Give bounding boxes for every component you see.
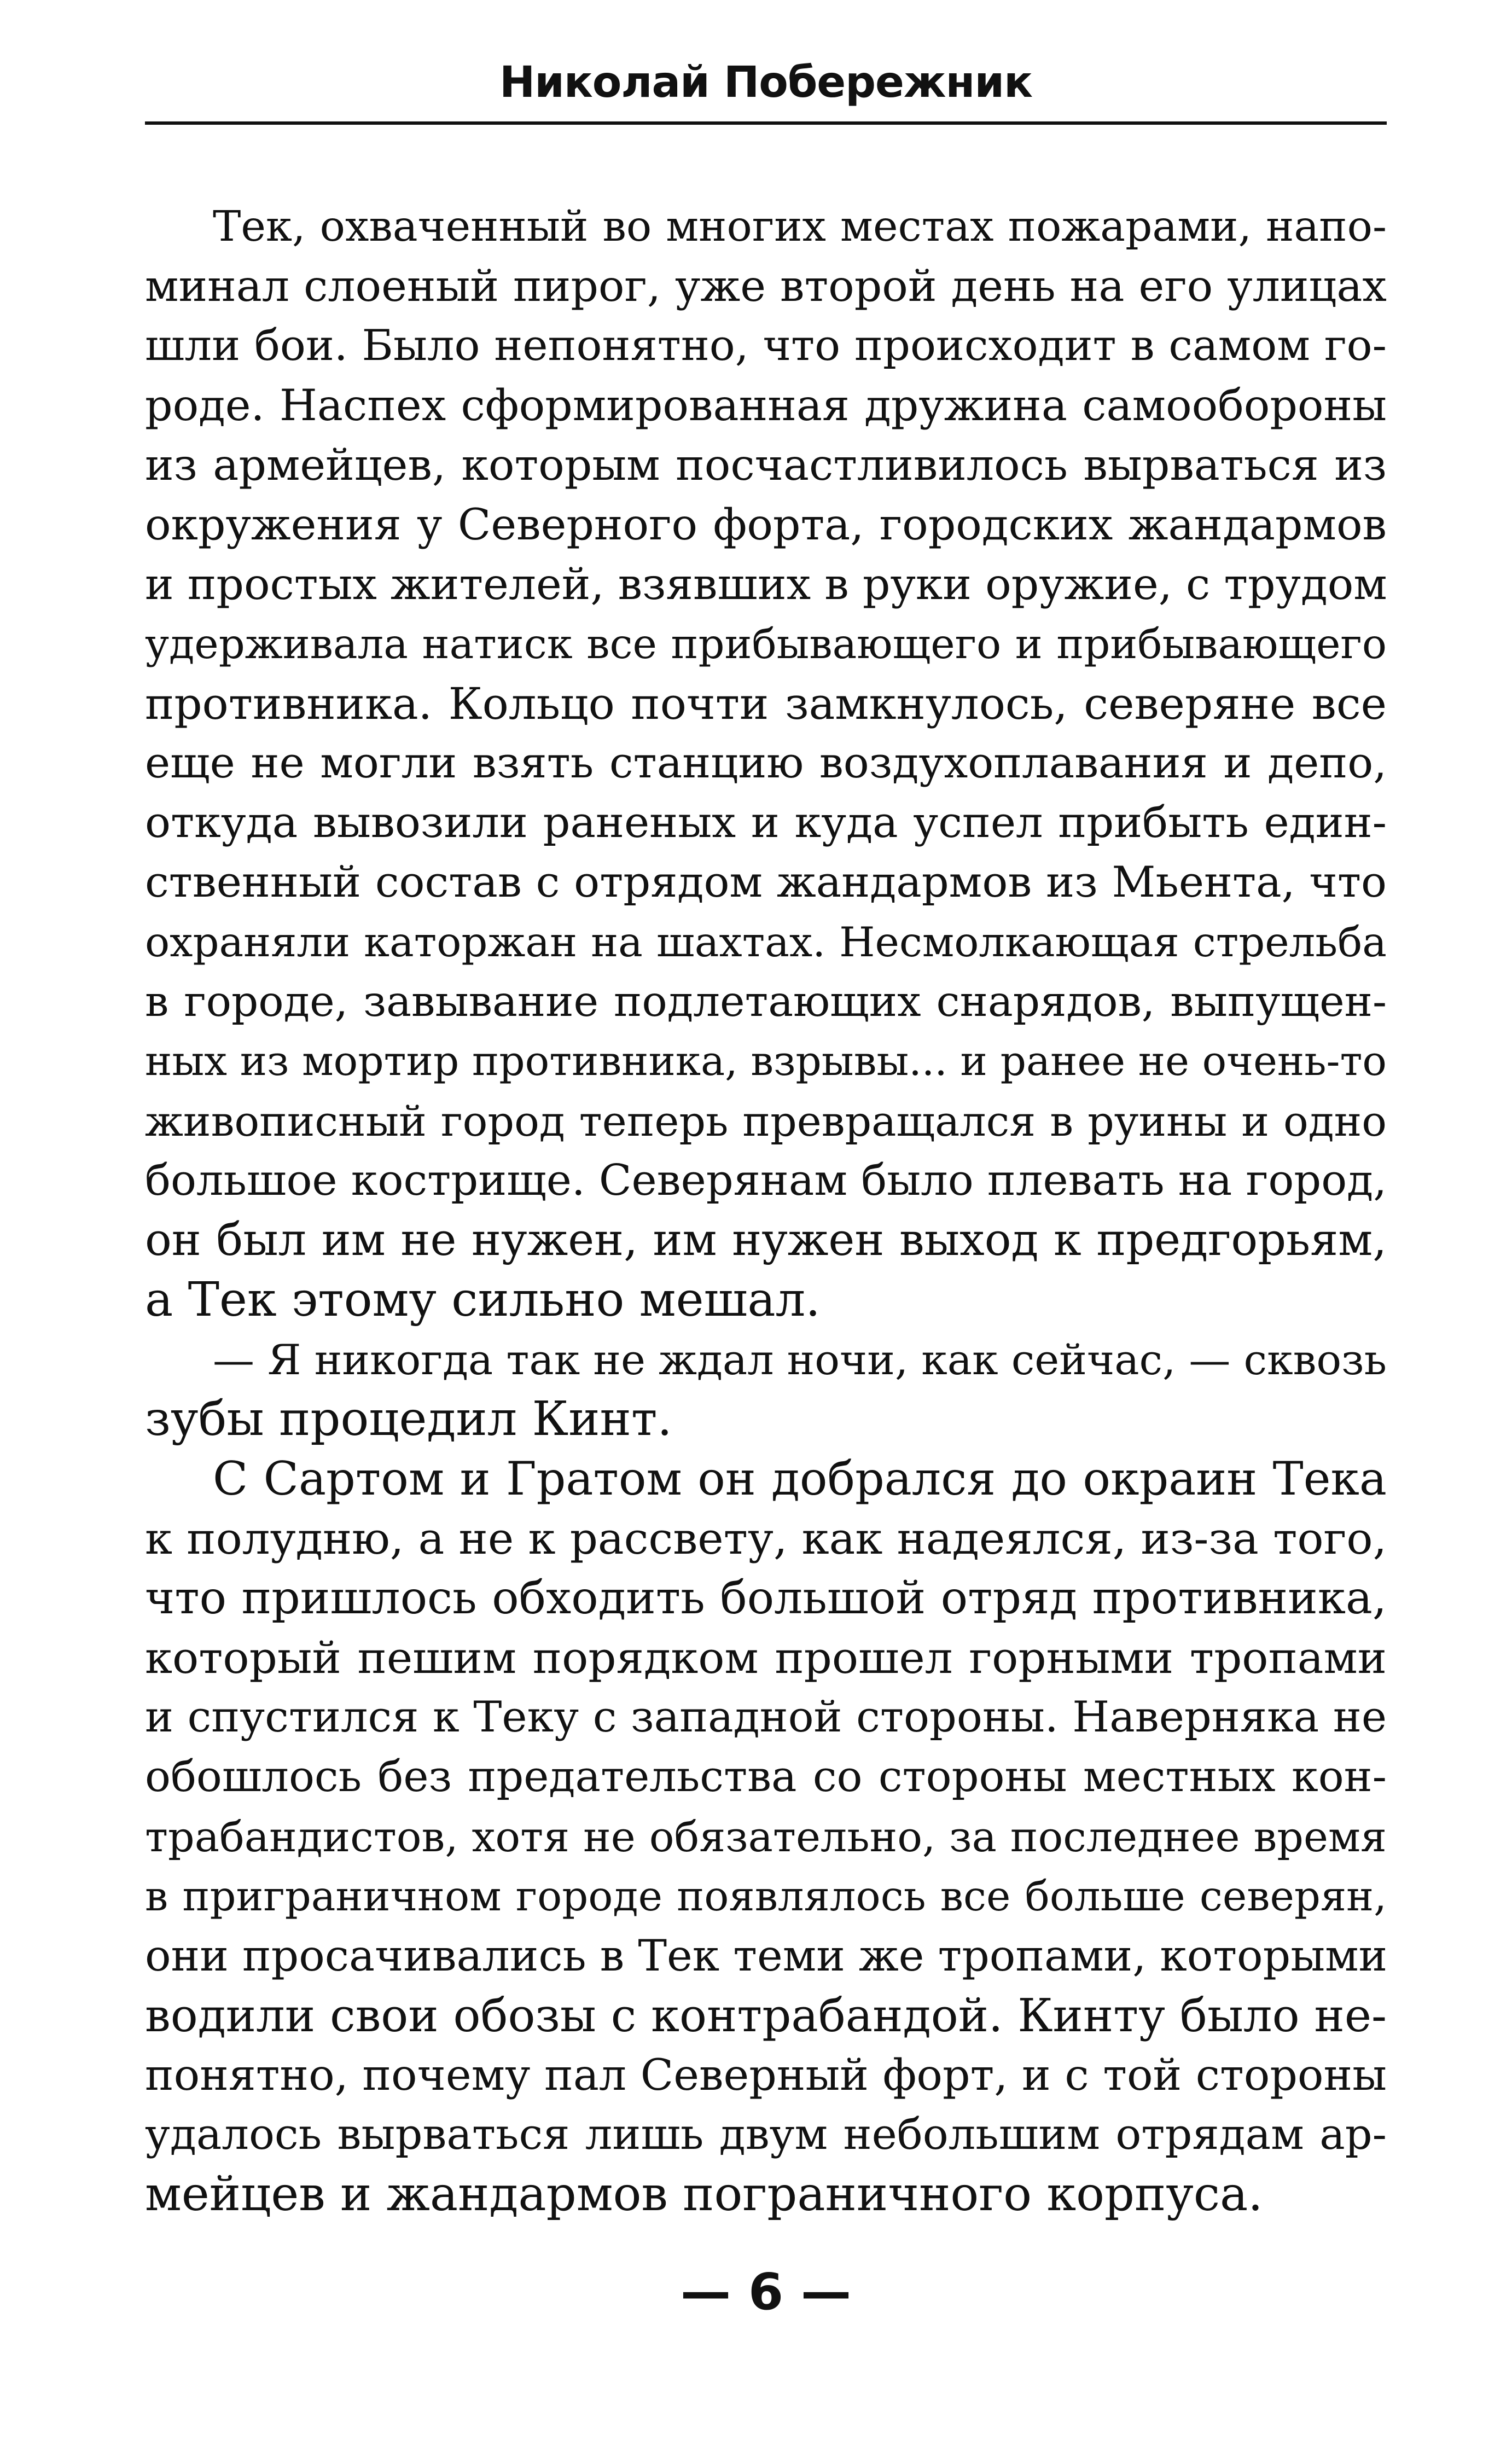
text-line: в приграничном городе появлялось все больше северян, [145, 1872, 1387, 1920]
text-line: он был им не нужен, им нужен выход к предгорьям, [145, 1214, 1387, 1266]
text-line: противника. Кольцо почти замкнулось, северяне все [145, 678, 1387, 729]
body-text [145, 197, 1387, 2224]
text-line: в городе, завывание подлетающих снарядов, выпущен- [145, 978, 1387, 1026]
page-number: — 6 — [680, 2263, 852, 2321]
text-line: и спустился к Теку с западной стороны. Наверняка не [145, 1693, 1387, 1742]
text-line: охраняли каторжан на шахтах. Несмолкающая стрельба [145, 918, 1387, 966]
text-line: Тек, охваченный во многих местах пожарами, напо- [213, 202, 1387, 251]
text-line: удалось вырваться лишь двум небольшим отрядам ар- [145, 2110, 1387, 2159]
text-line: мейцев и жандармов пограничного корпуса. [145, 2167, 1263, 2222]
text-line: обошлось без предательства со стороны местных кон- [145, 1752, 1387, 1801]
text-line: минал слоеный пирог, уже второй день на его улицах [145, 261, 1387, 311]
text-line: трабандистов, хотя не обязательно, за последнее время [145, 1812, 1387, 1861]
text-line: ственный состав с отрядом жандармов из Мьента, что [145, 858, 1387, 907]
text-line: шли бои. Было непонятно, что происходит в самом го- [145, 321, 1387, 370]
text-line: понятно, почему пал Северный форт, и с той стороны [145, 2050, 1387, 2100]
text-line: водили свои обозы с контрабандой. Кинту было не- [145, 1989, 1387, 2042]
text-line: из армейцев, которым посчастливилось вырваться из [145, 440, 1387, 490]
text-line: и простых жителей, взявших в руки оружие, с трудом [145, 559, 1387, 609]
text-line: удерживала натиск все прибывающего и прибывающего [145, 620, 1387, 668]
text-line: к полудню, а не к рассвету, как надеялся, из-за того, [145, 1513, 1387, 1564]
text-line: — Я никогда так не ждал ночи, как сейчас, — сквозь [213, 1335, 1387, 1384]
text-line: который пешим порядком прошел горными тропами [145, 1632, 1387, 1683]
header-rule [145, 121, 1387, 125]
text-line: еще не могли взять станцию воздухоплавания и депо, [145, 739, 1387, 788]
text-line: откуда вывозили раненых и куда успел прибыть един- [145, 798, 1387, 847]
running-head: Николай Побережник [499, 58, 1033, 107]
text-line: что пришлось обходить большой отряд противника, [145, 1572, 1387, 1624]
text-line: ных из мортир противника, взрывы... и ранее не очень-то [145, 1038, 1387, 1085]
text-line: окружения у Северного форта, городских жандармов [145, 499, 1387, 550]
text-line: зубы процедил Кинт. [145, 1392, 672, 1446]
text-line: роде. Наспех сформированная дружина самообороны [145, 380, 1387, 431]
text-line: живописный город теперь превращался в руины и одно [145, 1097, 1387, 1146]
text-line: а Тек этому сильно мешал. [145, 1272, 821, 1327]
text-line: они просачивались в Тек теми же тропами, которыми [145, 1931, 1388, 1981]
text-line: С Сартом и Гратом он добрался до окраин Тека [213, 1452, 1387, 1506]
text-line: большое кострище. Северянам было плевать на город, [145, 1156, 1387, 1205]
